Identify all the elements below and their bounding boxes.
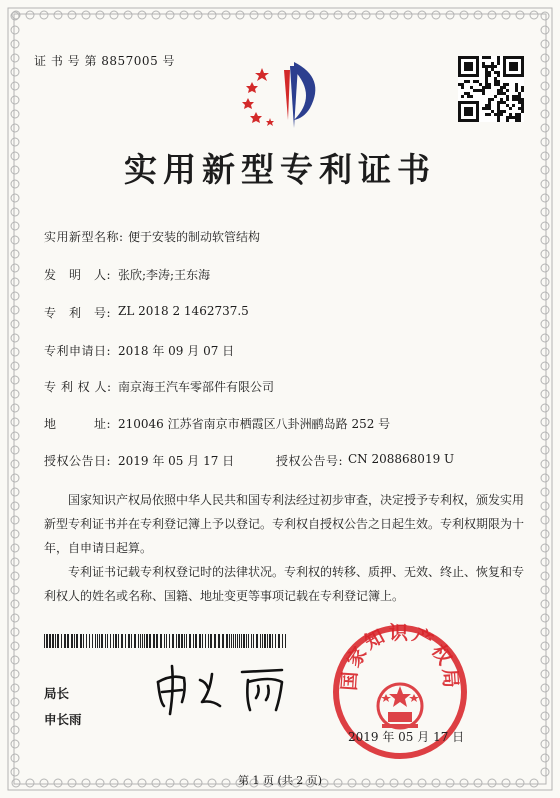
grant-date-label: 授权公告日: xyxy=(44,454,112,468)
grant-number: CN 208868019 U xyxy=(348,452,455,466)
inventor-names: 张欣;李涛;王东海 xyxy=(118,268,211,282)
seal-date: 2019 年 05 月 17 日 xyxy=(348,730,465,744)
grant-statement: 国家知识产权局依照中华人民共和国专利法经过初步审查，决定授予专利权，颁发实用新型专利证书并在专利登记簿上予以登记。专利权自授权公告之日起生效。专利权期限为十年，自申请日起算。 xyxy=(44,493,525,555)
legal-status-statement: 专利证书记载专利权登记时的法律状况。专利权的转移、质押、无效、终止、恢复和专利权人的姓名或名称、国籍、地址变更等事项记载在专利登记簿上。 xyxy=(44,565,525,603)
grant-date: 2019 年 05 月 17 日 xyxy=(118,454,235,468)
inventor-label: 发 明 人: xyxy=(44,268,112,282)
qr-code xyxy=(458,56,524,122)
svg-text:国家知识产权局: 国家知识产权局 xyxy=(338,622,462,692)
utility-model-name: 便于安装的制动软管结构 xyxy=(128,230,261,244)
director-name: 申长雨 xyxy=(44,712,82,727)
director-title: 局长 xyxy=(44,686,70,701)
certificate-title: 实用新型专利证书 xyxy=(124,150,436,189)
patent-office-logo xyxy=(234,58,334,132)
certificate-number: 证 书 号 第 8857005 号 xyxy=(34,54,176,68)
page-footer: 第 1 页 (共 2 页) xyxy=(237,774,323,787)
address: 210046 江苏省南京市栖霞区八卦洲鹂岛路 252 号 xyxy=(118,417,391,431)
utility-model-name-label: 实用新型名称: xyxy=(44,230,124,244)
address-label: 地 址: xyxy=(44,417,112,431)
filing-date-label: 专利申请日: xyxy=(44,344,112,358)
patent-number-label: 专 利 号: xyxy=(44,306,112,320)
patentee-name: 南京海王汽车零部件有限公司 xyxy=(118,380,275,394)
barcode xyxy=(44,634,288,648)
patent-number: ZL 2018 2 1462737.5 xyxy=(118,304,249,318)
patentee-label: 专 利 权 人: xyxy=(44,380,112,394)
filing-date: 2018 年 09 月 07 日 xyxy=(118,344,235,358)
grant-number-label: 授权公告号: xyxy=(276,454,344,468)
director-signature xyxy=(150,662,300,716)
